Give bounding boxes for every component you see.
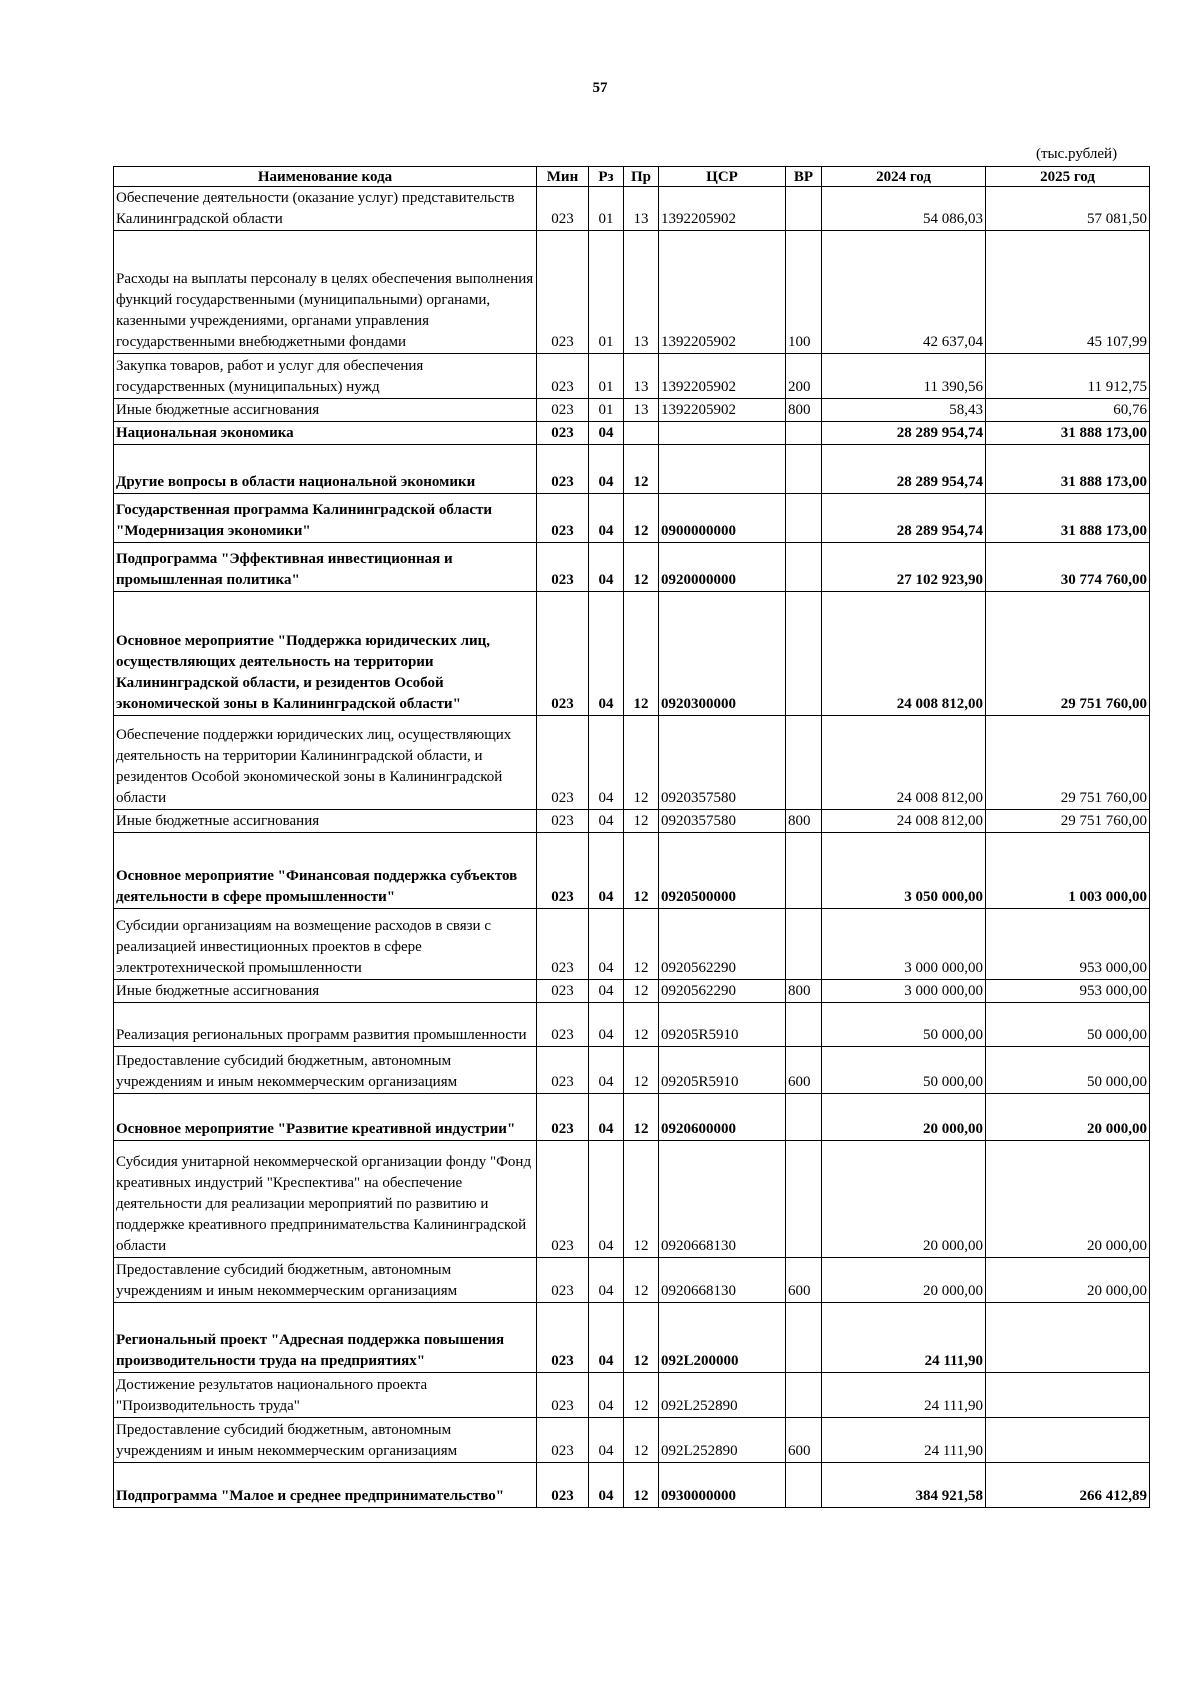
table-row <box>114 909 1150 980</box>
cell-2025 <box>986 1373 1150 1418</box>
cell-min: 023 <box>537 592 589 716</box>
cell-pr: 13 <box>624 231 659 354</box>
cell-rz: 04 <box>589 810 624 833</box>
cell-min: 023 <box>537 716 589 810</box>
cell-vr <box>786 1003 822 1047</box>
cell-min: 023 <box>537 1003 589 1047</box>
cell-vr: 600 <box>786 1047 822 1094</box>
cell-rz: 01 <box>589 399 624 422</box>
cell-csr: 09205R5910 <box>659 1003 786 1047</box>
cell-2025: 31 888 173,00 <box>986 422 1150 445</box>
cell-2025: 20 000,00 <box>986 1094 1150 1141</box>
cell-vr <box>786 1094 822 1141</box>
cell-min: 023 <box>537 543 589 592</box>
cell-csr: 0920600000 <box>659 1094 786 1141</box>
cell-min: 023 <box>537 1258 589 1303</box>
cell-pr: 12 <box>624 1463 659 1508</box>
header-vr: ВР <box>786 167 822 187</box>
cell-vr: 800 <box>786 980 822 1003</box>
cell-pr: 13 <box>624 399 659 422</box>
cell-csr: 0920357580 <box>659 810 786 833</box>
cell-csr: 0920562290 <box>659 980 786 1003</box>
cell-min: 023 <box>537 1418 589 1463</box>
table-row <box>114 980 1150 1003</box>
cell-2024: 384 921,58 <box>822 1463 986 1508</box>
cell-pr: 12 <box>624 592 659 716</box>
cell-name: Предоставление субсидий бюджетным, автономным учреждениям и иным некоммерческим организациям <box>114 1047 537 1094</box>
cell-csr: 0930000000 <box>659 1463 786 1508</box>
table-header-row <box>114 167 1150 187</box>
cell-pr: 12 <box>624 716 659 810</box>
cell-min: 023 <box>537 833 589 909</box>
cell-rz: 04 <box>589 833 624 909</box>
cell-vr: 800 <box>786 399 822 422</box>
cell-csr <box>659 445 786 494</box>
cell-min: 023 <box>537 445 589 494</box>
cell-2024: 58,43 <box>822 399 986 422</box>
cell-vr <box>786 494 822 543</box>
table-row <box>114 231 1150 354</box>
cell-name: Подпрограмма "Малое и среднее предпринимательство" <box>114 1463 537 1508</box>
cell-2024: 3 050 000,00 <box>822 833 986 909</box>
cell-pr: 12 <box>624 543 659 592</box>
cell-rz: 04 <box>589 1418 624 1463</box>
cell-csr: 092L200000 <box>659 1303 786 1373</box>
cell-vr <box>786 833 822 909</box>
cell-rz: 04 <box>589 980 624 1003</box>
cell-2024: 28 289 954,74 <box>822 445 986 494</box>
page-number: 57 <box>592 80 608 96</box>
cell-2024: 24 111,90 <box>822 1418 986 1463</box>
cell-pr: 12 <box>624 445 659 494</box>
cell-vr <box>786 1303 822 1373</box>
cell-name: Подпрограмма "Эффективная инвестиционная и промышленная политика" <box>114 543 537 592</box>
cell-csr: 092L252890 <box>659 1418 786 1463</box>
cell-min: 023 <box>537 494 589 543</box>
cell-2024: 28 289 954,74 <box>822 494 986 543</box>
cell-name: Реализация региональных программ развития промышленности <box>114 1003 537 1047</box>
cell-vr: 100 <box>786 231 822 354</box>
cell-csr: 1392205902 <box>659 354 786 399</box>
cell-2024: 3 000 000,00 <box>822 980 986 1003</box>
cell-name: Предоставление субсидий бюджетным, автономным учреждениям и иным некоммерческим организациям <box>114 1258 537 1303</box>
header-pr: Пр <box>624 167 659 187</box>
cell-min: 023 <box>537 422 589 445</box>
cell-name: Иные бюджетные ассигнования <box>114 810 537 833</box>
cell-csr: 092L252890 <box>659 1373 786 1418</box>
cell-vr <box>786 1373 822 1418</box>
cell-rz: 04 <box>589 445 624 494</box>
cell-vr <box>786 909 822 980</box>
cell-2025: 60,76 <box>986 399 1150 422</box>
cell-2025: 29 751 760,00 <box>986 716 1150 810</box>
cell-name: Предоставление субсидий бюджетным, автономным учреждениям и иным некоммерческим организациям <box>114 1418 537 1463</box>
cell-name: Расходы на выплаты персоналу в целях обеспечения выполнения функций государственными (муниципальными) органами, казенными учреждениями, органами управления государственными внебюджетными фондами <box>114 231 537 354</box>
cell-min: 023 <box>537 1373 589 1418</box>
table-row <box>114 445 1150 494</box>
cell-rz: 04 <box>589 592 624 716</box>
header-2025: 2025 год <box>986 167 1150 187</box>
cell-csr: 0920000000 <box>659 543 786 592</box>
cell-rz: 04 <box>589 422 624 445</box>
cell-pr: 12 <box>624 1003 659 1047</box>
cell-min: 023 <box>537 1141 589 1258</box>
cell-name: Иные бюджетные ассигнования <box>114 980 537 1003</box>
cell-2024: 3 000 000,00 <box>822 909 986 980</box>
cell-2024: 24 008 812,00 <box>822 810 986 833</box>
cell-2025 <box>986 1418 1150 1463</box>
cell-name: Региональный проект "Адресная поддержка повышения производительности труда на предприятиях" <box>114 1303 537 1373</box>
cell-name: Достижение результатов национального проекта "Производительность труда" <box>114 1373 537 1418</box>
cell-rz: 01 <box>589 354 624 399</box>
table-row <box>114 1003 1150 1047</box>
cell-2025: 29 751 760,00 <box>986 810 1150 833</box>
cell-csr: 0900000000 <box>659 494 786 543</box>
cell-2024: 24 008 812,00 <box>822 592 986 716</box>
cell-2025: 1 003 000,00 <box>986 833 1150 909</box>
cell-pr: 12 <box>624 980 659 1003</box>
cell-2025: 29 751 760,00 <box>986 592 1150 716</box>
table-row <box>114 833 1150 909</box>
cell-min: 023 <box>537 231 589 354</box>
cell-2025: 45 107,99 <box>986 231 1150 354</box>
cell-2024: 20 000,00 <box>822 1258 986 1303</box>
cell-pr: 13 <box>624 187 659 231</box>
cell-2024: 54 086,03 <box>822 187 986 231</box>
cell-2025: 953 000,00 <box>986 909 1150 980</box>
cell-vr <box>786 1463 822 1508</box>
cell-pr <box>624 422 659 445</box>
cell-name: Государственная программа Калининградской области "Модернизация экономики" <box>114 494 537 543</box>
cell-min: 023 <box>537 354 589 399</box>
table-row <box>114 354 1150 399</box>
cell-2025: 20 000,00 <box>986 1141 1150 1258</box>
cell-vr <box>786 543 822 592</box>
cell-name: Другие вопросы в области национальной экономики <box>114 445 537 494</box>
cell-name: Национальная экономика <box>114 422 537 445</box>
cell-vr <box>786 422 822 445</box>
cell-name: Иные бюджетные ассигнования <box>114 399 537 422</box>
cell-2024: 24 111,90 <box>822 1303 986 1373</box>
table-row <box>114 1094 1150 1141</box>
cell-2024: 24 008 812,00 <box>822 716 986 810</box>
cell-min: 023 <box>537 399 589 422</box>
table-row <box>114 399 1150 422</box>
cell-pr: 12 <box>624 1303 659 1373</box>
table-row <box>114 187 1150 231</box>
cell-vr <box>786 187 822 231</box>
cell-csr: 0920668130 <box>659 1258 786 1303</box>
budget-table <box>113 166 1150 1508</box>
cell-2025: 20 000,00 <box>986 1258 1150 1303</box>
table-row <box>114 494 1150 543</box>
table-row <box>114 543 1150 592</box>
cell-vr <box>786 716 822 810</box>
cell-csr: 0920357580 <box>659 716 786 810</box>
cell-min: 023 <box>537 909 589 980</box>
cell-pr: 12 <box>624 1373 659 1418</box>
cell-name: Субсидии организациям на возмещение расходов в связи с реализацией инвестиционных проектов в сфере электротехнической промышленности <box>114 909 537 980</box>
cell-min: 023 <box>537 1303 589 1373</box>
cell-csr <box>659 422 786 445</box>
cell-2024: 27 102 923,90 <box>822 543 986 592</box>
header-csr: ЦСР <box>659 167 786 187</box>
header-name: Наименование кода <box>114 167 537 187</box>
cell-pr: 12 <box>624 833 659 909</box>
cell-2025: 50 000,00 <box>986 1047 1150 1094</box>
cell-min: 023 <box>537 810 589 833</box>
cell-csr: 09205R5910 <box>659 1047 786 1094</box>
cell-2025: 31 888 173,00 <box>986 494 1150 543</box>
cell-pr: 12 <box>624 1047 659 1094</box>
cell-rz: 04 <box>589 716 624 810</box>
cell-name: Закупка товаров, работ и услуг для обеспечения государственных (муниципальных) нужд <box>114 354 537 399</box>
header-min: Мин <box>537 167 589 187</box>
units-label: (тыс.рублей) <box>1036 146 1118 162</box>
cell-2025: 30 774 760,00 <box>986 543 1150 592</box>
cell-2024: 50 000,00 <box>822 1047 986 1094</box>
cell-2024: 24 111,90 <box>822 1373 986 1418</box>
cell-rz: 04 <box>589 1463 624 1508</box>
cell-rz: 04 <box>589 1047 624 1094</box>
cell-csr: 1392205902 <box>659 399 786 422</box>
cell-rz: 01 <box>589 187 624 231</box>
cell-2025: 50 000,00 <box>986 1003 1150 1047</box>
cell-2025: 11 912,75 <box>986 354 1150 399</box>
cell-csr: 0920668130 <box>659 1141 786 1258</box>
table-row <box>114 1047 1150 1094</box>
cell-csr: 1392205902 <box>659 231 786 354</box>
cell-pr: 12 <box>624 810 659 833</box>
cell-2024: 28 289 954,74 <box>822 422 986 445</box>
cell-rz: 04 <box>589 1094 624 1141</box>
cell-rz: 04 <box>589 909 624 980</box>
table-row <box>114 1303 1150 1373</box>
table-row <box>114 1463 1150 1508</box>
cell-name: Обеспечение поддержки юридических лиц, осуществляющих деятельность на территории Калининградской области, и резидентов Особой экономической зоны в Калининградской области <box>114 716 537 810</box>
cell-2024: 50 000,00 <box>822 1003 986 1047</box>
cell-vr: 600 <box>786 1418 822 1463</box>
cell-min: 023 <box>537 1463 589 1508</box>
cell-2024: 42 637,04 <box>822 231 986 354</box>
table-row <box>114 1141 1150 1258</box>
cell-min: 023 <box>537 980 589 1003</box>
table-row <box>114 422 1150 445</box>
table-row <box>114 592 1150 716</box>
cell-rz: 04 <box>589 1373 624 1418</box>
cell-2025: 266 412,89 <box>986 1463 1150 1508</box>
cell-vr <box>786 1141 822 1258</box>
cell-name: Обеспечение деятельности (оказание услуг) представительств Калининградской области <box>114 187 537 231</box>
cell-csr: 0920562290 <box>659 909 786 980</box>
cell-rz: 01 <box>589 231 624 354</box>
table-row <box>114 1258 1150 1303</box>
header-2024: 2024 год <box>822 167 986 187</box>
cell-2024: 20 000,00 <box>822 1094 986 1141</box>
table-row <box>114 1418 1150 1463</box>
cell-rz: 04 <box>589 1303 624 1373</box>
cell-vr: 600 <box>786 1258 822 1303</box>
cell-name: Основное мероприятие "Финансовая поддержка субъектов деятельности в сфере промышленности" <box>114 833 537 909</box>
cell-pr: 12 <box>624 1141 659 1258</box>
cell-pr: 12 <box>624 1258 659 1303</box>
cell-rz: 04 <box>589 494 624 543</box>
cell-rz: 04 <box>589 543 624 592</box>
cell-pr: 12 <box>624 1094 659 1141</box>
cell-rz: 04 <box>589 1141 624 1258</box>
cell-name: Основное мероприятие "Поддержка юридических лиц, осуществляющих деятельность на территории Калининградской области, и резидентов Особой экономической зоны в Калининградской области" <box>114 592 537 716</box>
cell-min: 023 <box>537 1047 589 1094</box>
cell-rz: 04 <box>589 1003 624 1047</box>
cell-min: 023 <box>537 1094 589 1141</box>
cell-csr: 0920500000 <box>659 833 786 909</box>
cell-vr <box>786 445 822 494</box>
cell-csr: 0920300000 <box>659 592 786 716</box>
header-rz: Рз <box>589 167 624 187</box>
cell-vr: 800 <box>786 810 822 833</box>
table-row <box>114 716 1150 810</box>
cell-2025: 57 081,50 <box>986 187 1150 231</box>
cell-csr: 1392205902 <box>659 187 786 231</box>
cell-2025: 953 000,00 <box>986 980 1150 1003</box>
cell-pr: 12 <box>624 909 659 980</box>
cell-name: Субсидия унитарной некоммерческой организации фонду "Фонд креативных индустрий "Креспектива" на обеспечение деятельности для реализации мероприятий по развитию и поддержке креативного предпринимательства Калининградской области <box>114 1141 537 1258</box>
cell-pr: 12 <box>624 1418 659 1463</box>
table-row <box>114 1373 1150 1418</box>
cell-2025 <box>986 1303 1150 1373</box>
cell-rz: 04 <box>589 1258 624 1303</box>
cell-pr: 12 <box>624 494 659 543</box>
table-row <box>114 810 1150 833</box>
cell-vr <box>786 592 822 716</box>
cell-2024: 11 390,56 <box>822 354 986 399</box>
cell-min: 023 <box>537 187 589 231</box>
cell-2025: 31 888 173,00 <box>986 445 1150 494</box>
cell-vr: 200 <box>786 354 822 399</box>
cell-pr: 13 <box>624 354 659 399</box>
cell-2024: 20 000,00 <box>822 1141 986 1258</box>
cell-name: Основное мероприятие "Развитие креативной индустрии" <box>114 1094 537 1141</box>
